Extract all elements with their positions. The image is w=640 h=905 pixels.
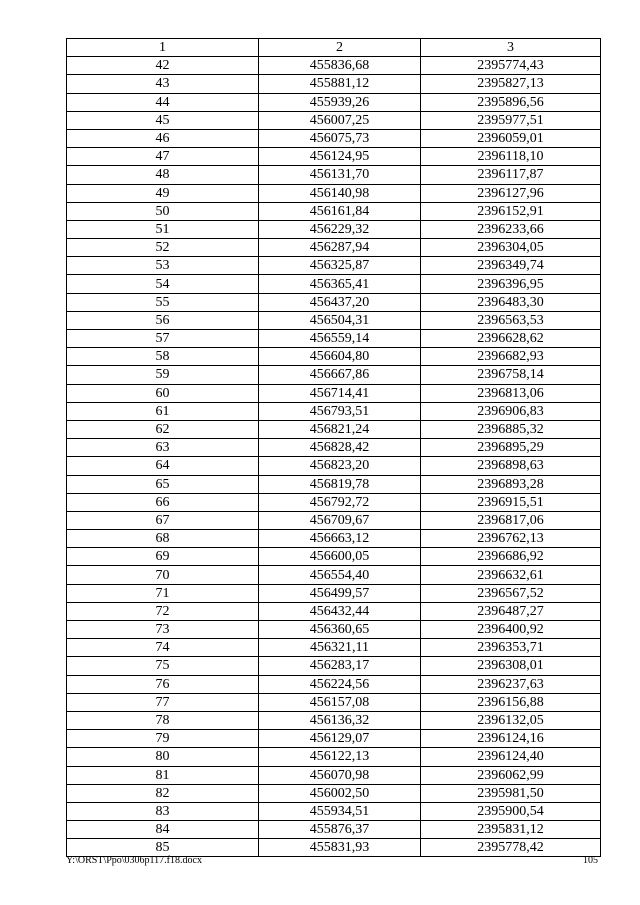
x-coordinate-cell: 456663,12 <box>259 530 421 548</box>
y-coordinate-cell: 2396127,96 <box>421 184 601 202</box>
table-row <box>67 602 601 620</box>
y-coordinate-cell: 2396906,83 <box>421 402 601 420</box>
y-coordinate-cell: 2396628,62 <box>421 330 601 348</box>
table-row <box>67 821 601 839</box>
point-number-cell: 81 <box>67 766 259 784</box>
point-number-cell: 62 <box>67 420 259 438</box>
y-coordinate-cell: 2395981,50 <box>421 784 601 802</box>
point-number-cell: 59 <box>67 366 259 384</box>
point-number-cell: 51 <box>67 220 259 238</box>
table-row <box>67 220 601 238</box>
table-row <box>67 802 601 820</box>
x-coordinate-cell: 455939,26 <box>259 93 421 111</box>
y-coordinate-cell: 2396396,95 <box>421 275 601 293</box>
y-coordinate-cell: 2395896,56 <box>421 93 601 111</box>
y-coordinate-cell: 2395831,12 <box>421 821 601 839</box>
footer-file-path: Y:\ORST\Ppo\0306p117.f18.docx <box>66 855 202 866</box>
coordinates-table <box>66 38 601 857</box>
table-row <box>67 548 601 566</box>
point-number-cell: 47 <box>67 148 259 166</box>
point-number-cell: 57 <box>67 330 259 348</box>
y-coordinate-cell: 2396304,05 <box>421 239 601 257</box>
x-coordinate-cell: 456136,32 <box>259 711 421 729</box>
point-number-cell: 42 <box>67 57 259 75</box>
x-coordinate-cell: 456604,80 <box>259 348 421 366</box>
y-coordinate-cell: 2396400,92 <box>421 621 601 639</box>
point-number-cell: 69 <box>67 548 259 566</box>
x-coordinate-cell: 456325,87 <box>259 257 421 275</box>
x-coordinate-cell: 456131,70 <box>259 166 421 184</box>
y-coordinate-cell: 2396895,29 <box>421 439 601 457</box>
x-coordinate-cell: 456432,44 <box>259 602 421 620</box>
point-number-cell: 50 <box>67 202 259 220</box>
x-coordinate-cell: 456122,13 <box>259 748 421 766</box>
table-row <box>67 457 601 475</box>
table-row <box>67 57 601 75</box>
x-coordinate-cell: 456821,24 <box>259 420 421 438</box>
y-coordinate-cell: 2396059,01 <box>421 129 601 147</box>
point-number-cell: 46 <box>67 129 259 147</box>
y-coordinate-cell: 2396118,10 <box>421 148 601 166</box>
table-row <box>67 748 601 766</box>
table-row <box>67 148 601 166</box>
table-row <box>67 657 601 675</box>
x-coordinate-cell: 456714,41 <box>259 384 421 402</box>
y-coordinate-cell: 2396353,71 <box>421 639 601 657</box>
x-coordinate-cell: 456437,20 <box>259 293 421 311</box>
x-coordinate-cell: 456365,41 <box>259 275 421 293</box>
y-coordinate-cell: 2395977,51 <box>421 111 601 129</box>
y-coordinate-cell: 2396758,14 <box>421 366 601 384</box>
y-coordinate-cell: 2396132,05 <box>421 711 601 729</box>
x-coordinate-cell: 456321,11 <box>259 639 421 657</box>
table-row <box>67 348 601 366</box>
point-number-cell: 85 <box>67 839 259 857</box>
point-number-cell: 49 <box>67 184 259 202</box>
table-row <box>67 75 601 93</box>
footer-page-number: 105 <box>583 855 598 866</box>
x-coordinate-cell: 455881,12 <box>259 75 421 93</box>
coordinates-table-container <box>66 38 600 857</box>
x-coordinate-cell: 456124,95 <box>259 148 421 166</box>
point-number-cell: 84 <box>67 821 259 839</box>
point-number-cell: 79 <box>67 730 259 748</box>
x-coordinate-cell: 455836,68 <box>259 57 421 75</box>
y-coordinate-cell: 2395827,13 <box>421 75 601 93</box>
point-number-cell: 70 <box>67 566 259 584</box>
x-coordinate-cell: 456559,14 <box>259 330 421 348</box>
point-number-cell: 48 <box>67 166 259 184</box>
table-row <box>67 402 601 420</box>
x-coordinate-cell: 456554,40 <box>259 566 421 584</box>
y-coordinate-cell: 2396915,51 <box>421 493 601 511</box>
point-number-cell: 75 <box>67 657 259 675</box>
x-coordinate-cell: 456161,84 <box>259 202 421 220</box>
table-row <box>67 366 601 384</box>
table-row <box>67 766 601 784</box>
x-coordinate-cell: 456792,72 <box>259 493 421 511</box>
y-coordinate-cell: 2396124,40 <box>421 748 601 766</box>
point-number-cell: 78 <box>67 711 259 729</box>
x-coordinate-cell: 456002,50 <box>259 784 421 802</box>
point-number-cell: 64 <box>67 457 259 475</box>
y-coordinate-cell: 2396156,88 <box>421 693 601 711</box>
point-number-cell: 71 <box>67 584 259 602</box>
y-coordinate-cell: 2396898,63 <box>421 457 601 475</box>
table-row <box>67 239 601 257</box>
y-coordinate-cell: 2396686,92 <box>421 548 601 566</box>
table-row <box>67 330 601 348</box>
table-row <box>67 275 601 293</box>
point-number-cell: 44 <box>67 93 259 111</box>
table-header-row <box>67 39 601 57</box>
point-number-cell: 45 <box>67 111 259 129</box>
table-row <box>67 166 601 184</box>
point-number-cell: 56 <box>67 311 259 329</box>
table-row <box>67 93 601 111</box>
table-row <box>67 584 601 602</box>
y-coordinate-cell: 2396152,91 <box>421 202 601 220</box>
table-row <box>67 730 601 748</box>
column-header-3: 3 <box>421 39 601 57</box>
y-coordinate-cell: 2396885,32 <box>421 420 601 438</box>
point-number-cell: 52 <box>67 239 259 257</box>
point-number-cell: 67 <box>67 511 259 529</box>
column-header-2: 2 <box>259 39 421 57</box>
y-coordinate-cell: 2396483,30 <box>421 293 601 311</box>
point-number-cell: 43 <box>67 75 259 93</box>
table-row <box>67 784 601 802</box>
y-coordinate-cell: 2396487,27 <box>421 602 601 620</box>
point-number-cell: 76 <box>67 675 259 693</box>
x-coordinate-cell: 456360,65 <box>259 621 421 639</box>
y-coordinate-cell: 2396124,16 <box>421 730 601 748</box>
x-coordinate-cell: 455831,93 <box>259 839 421 857</box>
table-row <box>67 293 601 311</box>
table-row <box>67 311 601 329</box>
point-number-cell: 55 <box>67 293 259 311</box>
table-row <box>67 511 601 529</box>
table-row <box>67 566 601 584</box>
point-number-cell: 63 <box>67 439 259 457</box>
point-number-cell: 74 <box>67 639 259 657</box>
y-coordinate-cell: 2396817,06 <box>421 511 601 529</box>
column-header-1: 1 <box>67 39 259 57</box>
y-coordinate-cell: 2396308,01 <box>421 657 601 675</box>
x-coordinate-cell: 456709,67 <box>259 511 421 529</box>
x-coordinate-cell: 456007,25 <box>259 111 421 129</box>
x-coordinate-cell: 456140,98 <box>259 184 421 202</box>
table-row <box>67 639 601 657</box>
x-coordinate-cell: 456224,56 <box>259 675 421 693</box>
y-coordinate-cell: 2396813,06 <box>421 384 601 402</box>
x-coordinate-cell: 456283,17 <box>259 657 421 675</box>
table-row <box>67 111 601 129</box>
point-number-cell: 66 <box>67 493 259 511</box>
table-row <box>67 493 601 511</box>
x-coordinate-cell: 456075,73 <box>259 129 421 147</box>
y-coordinate-cell: 2395774,43 <box>421 57 601 75</box>
x-coordinate-cell: 455934,51 <box>259 802 421 820</box>
y-coordinate-cell: 2396237,63 <box>421 675 601 693</box>
x-coordinate-cell: 456229,32 <box>259 220 421 238</box>
point-number-cell: 58 <box>67 348 259 366</box>
table-row <box>67 129 601 147</box>
table-row <box>67 257 601 275</box>
point-number-cell: 82 <box>67 784 259 802</box>
point-number-cell: 77 <box>67 693 259 711</box>
x-coordinate-cell: 456157,08 <box>259 693 421 711</box>
point-number-cell: 53 <box>67 257 259 275</box>
y-coordinate-cell: 2396563,53 <box>421 311 601 329</box>
y-coordinate-cell: 2395900,54 <box>421 802 601 820</box>
y-coordinate-cell: 2396062,99 <box>421 766 601 784</box>
table-row <box>67 711 601 729</box>
table-row <box>67 202 601 220</box>
y-coordinate-cell: 2396893,28 <box>421 475 601 493</box>
y-coordinate-cell: 2395778,42 <box>421 839 601 857</box>
point-number-cell: 60 <box>67 384 259 402</box>
y-coordinate-cell: 2396233,66 <box>421 220 601 238</box>
table-body <box>67 57 601 857</box>
y-coordinate-cell: 2396762,13 <box>421 530 601 548</box>
table-row <box>67 530 601 548</box>
point-number-cell: 80 <box>67 748 259 766</box>
y-coordinate-cell: 2396567,52 <box>421 584 601 602</box>
point-number-cell: 83 <box>67 802 259 820</box>
table-row <box>67 675 601 693</box>
table-row <box>67 184 601 202</box>
table-row <box>67 384 601 402</box>
point-number-cell: 68 <box>67 530 259 548</box>
point-number-cell: 61 <box>67 402 259 420</box>
y-coordinate-cell: 2396632,61 <box>421 566 601 584</box>
x-coordinate-cell: 456287,94 <box>259 239 421 257</box>
x-coordinate-cell: 456828,42 <box>259 439 421 457</box>
x-coordinate-cell: 456129,07 <box>259 730 421 748</box>
point-number-cell: 72 <box>67 602 259 620</box>
table-row <box>67 475 601 493</box>
x-coordinate-cell: 456600,05 <box>259 548 421 566</box>
x-coordinate-cell: 456070,98 <box>259 766 421 784</box>
y-coordinate-cell: 2396349,74 <box>421 257 601 275</box>
x-coordinate-cell: 456667,86 <box>259 366 421 384</box>
table-row <box>67 621 601 639</box>
x-coordinate-cell: 456823,20 <box>259 457 421 475</box>
point-number-cell: 65 <box>67 475 259 493</box>
table-row <box>67 420 601 438</box>
table-row <box>67 439 601 457</box>
y-coordinate-cell: 2396117,87 <box>421 166 601 184</box>
point-number-cell: 73 <box>67 621 259 639</box>
point-number-cell: 54 <box>67 275 259 293</box>
table-row <box>67 693 601 711</box>
x-coordinate-cell: 456793,51 <box>259 402 421 420</box>
x-coordinate-cell: 455876,37 <box>259 821 421 839</box>
y-coordinate-cell: 2396682,93 <box>421 348 601 366</box>
x-coordinate-cell: 456819,78 <box>259 475 421 493</box>
x-coordinate-cell: 456504,31 <box>259 311 421 329</box>
x-coordinate-cell: 456499,57 <box>259 584 421 602</box>
